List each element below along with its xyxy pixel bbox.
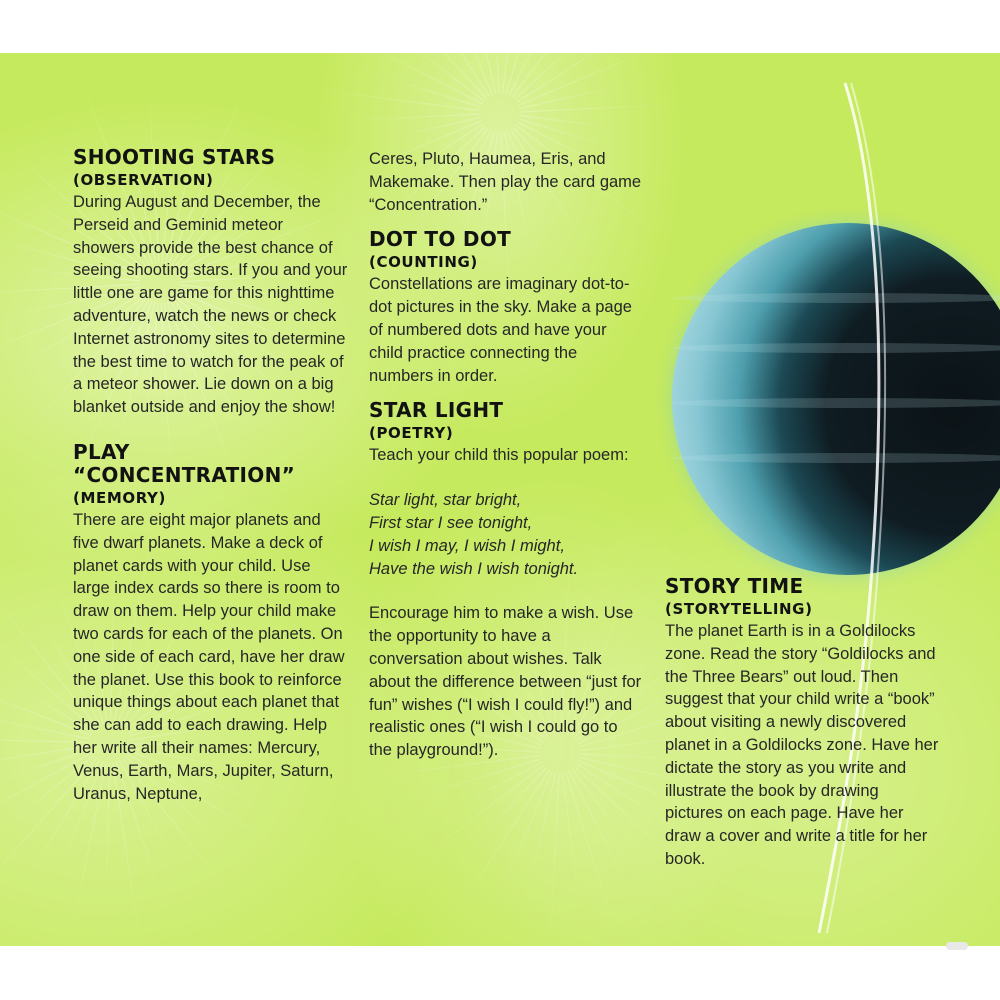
- shooting-stars-heading: SHOOTING STARS: [73, 145, 276, 169]
- burst-ray: [562, 773, 579, 906]
- burst-ray: [502, 53, 520, 93]
- burst-ray: [568, 770, 640, 909]
- story-time-body: The planet Earth is in a Goldilocks zone. Read the story “Goldilocks and the Three Bears” out loud. Then suggest that your child write a “book” about visiting a newly discovered planet in a Goldilocks zone. Have her dictate the story as you write and illustrate the book by drawing pictures on each page. Have her draw a cover and write a title for her book.: [665, 622, 939, 868]
- spacer: [73, 419, 348, 441]
- burst-ray: [514, 53, 588, 100]
- story-time-heading: STORY TIME: [665, 574, 804, 598]
- concentration-subheading: (MEMORY): [73, 488, 166, 507]
- burst-ray: [519, 118, 615, 148]
- activity-page: [0, 53, 1000, 946]
- concentration-body-continued: Ceres, Pluto, Haumea, Eris, and Makemake. Then play the card game “Concentration.”: [369, 150, 642, 214]
- burst-ray: [441, 769, 550, 937]
- column-left: [73, 146, 348, 805]
- spacer: [369, 467, 644, 489]
- concentration-heading-line1: PLAY: [73, 439, 130, 464]
- poem-line: Have the wish I wish tonight.: [369, 559, 579, 578]
- column-middle: [369, 146, 644, 762]
- burst-ray: [519, 82, 636, 109]
- burst-ray: [302, 88, 481, 111]
- dot-to-dot-subheading: (COUNTING): [369, 253, 478, 272]
- star-light-body: Encourage him to make a wish. Use the opportunity to have a conversation about wishes. Talk about the difference between “just for fun” wishes (“I wish I could fly!”) and realistic ones (“I wish I could go to the playground!”).: [369, 604, 642, 760]
- burst-ray: [520, 104, 680, 113]
- story-time-subheading: (STORYTELLING): [665, 600, 813, 618]
- spacer: [369, 580, 644, 602]
- dot-to-dot-heading: DOT TO DOT: [369, 227, 512, 252]
- concentration-body: There are eight major planets and five dwarf planets. Make a deck of planet cards with your child. Use large index cards so there is room to draw on them. Help your child make two cards for each of the planets. On one side of each card, have her draw the planet. Use this book to reinforce unique things about each planet that she can add to each drawing. Help her write all their names: Mercury, Venus, Earth, Mars, Jupiter, Saturn, Uranus, Neptune,: [73, 510, 345, 803]
- burst-ray: [340, 53, 483, 104]
- shooting-stars-subheading: (OBSERVATION): [73, 171, 214, 189]
- burst-ray: [340, 113, 480, 121]
- burst-ray: [565, 772, 625, 946]
- footer-mark: [946, 942, 968, 950]
- concentration-heading-line2: “CONCENTRATION”: [73, 462, 296, 487]
- star-light-intro: Teach your child this popular poem:: [369, 446, 629, 465]
- burst-ray: [494, 53, 500, 93]
- burst-ray: [366, 72, 481, 108]
- poem-line: I wish I may, I wish I might,: [369, 536, 565, 555]
- burst-ray: [392, 53, 490, 97]
- burst-ray: [402, 765, 544, 873]
- burst-ray: [516, 53, 634, 103]
- burst-ray: [492, 771, 553, 915]
- dot-to-dot-body: Constellations are imaginary dot-to-dot pictures in the sky. Make a page of numbered dots and have your child practice connecting the numbers in order.: [369, 275, 632, 385]
- burst-ray: [520, 115, 619, 128]
- burst-ray: [531, 772, 557, 881]
- star-light-heading: STAR LIGHT: [369, 398, 504, 423]
- burst-ray: [404, 53, 484, 101]
- column-right: [665, 575, 940, 871]
- poem-line: Star light, star bright,: [369, 491, 522, 510]
- burst-ray: [512, 53, 609, 97]
- star-light-subheading: (POETRY): [369, 424, 454, 443]
- burst-ray: [550, 773, 560, 946]
- shooting-stars-body: During August and December, the Perseid and Geminid meteor showers provide the best chance of seeing shooting stars. If you and your little one are game for this nighttime adventure, watch the news or check Internet astronomy sites to determine the best time to watch for the peak of a meteor shower. Lie down on a big blanket outside and enjoy the show!: [73, 193, 348, 417]
- poem-line: First star I see tonight,: [369, 513, 533, 532]
- burst-ray: [383, 117, 481, 140]
- burst-ray: [518, 53, 684, 106]
